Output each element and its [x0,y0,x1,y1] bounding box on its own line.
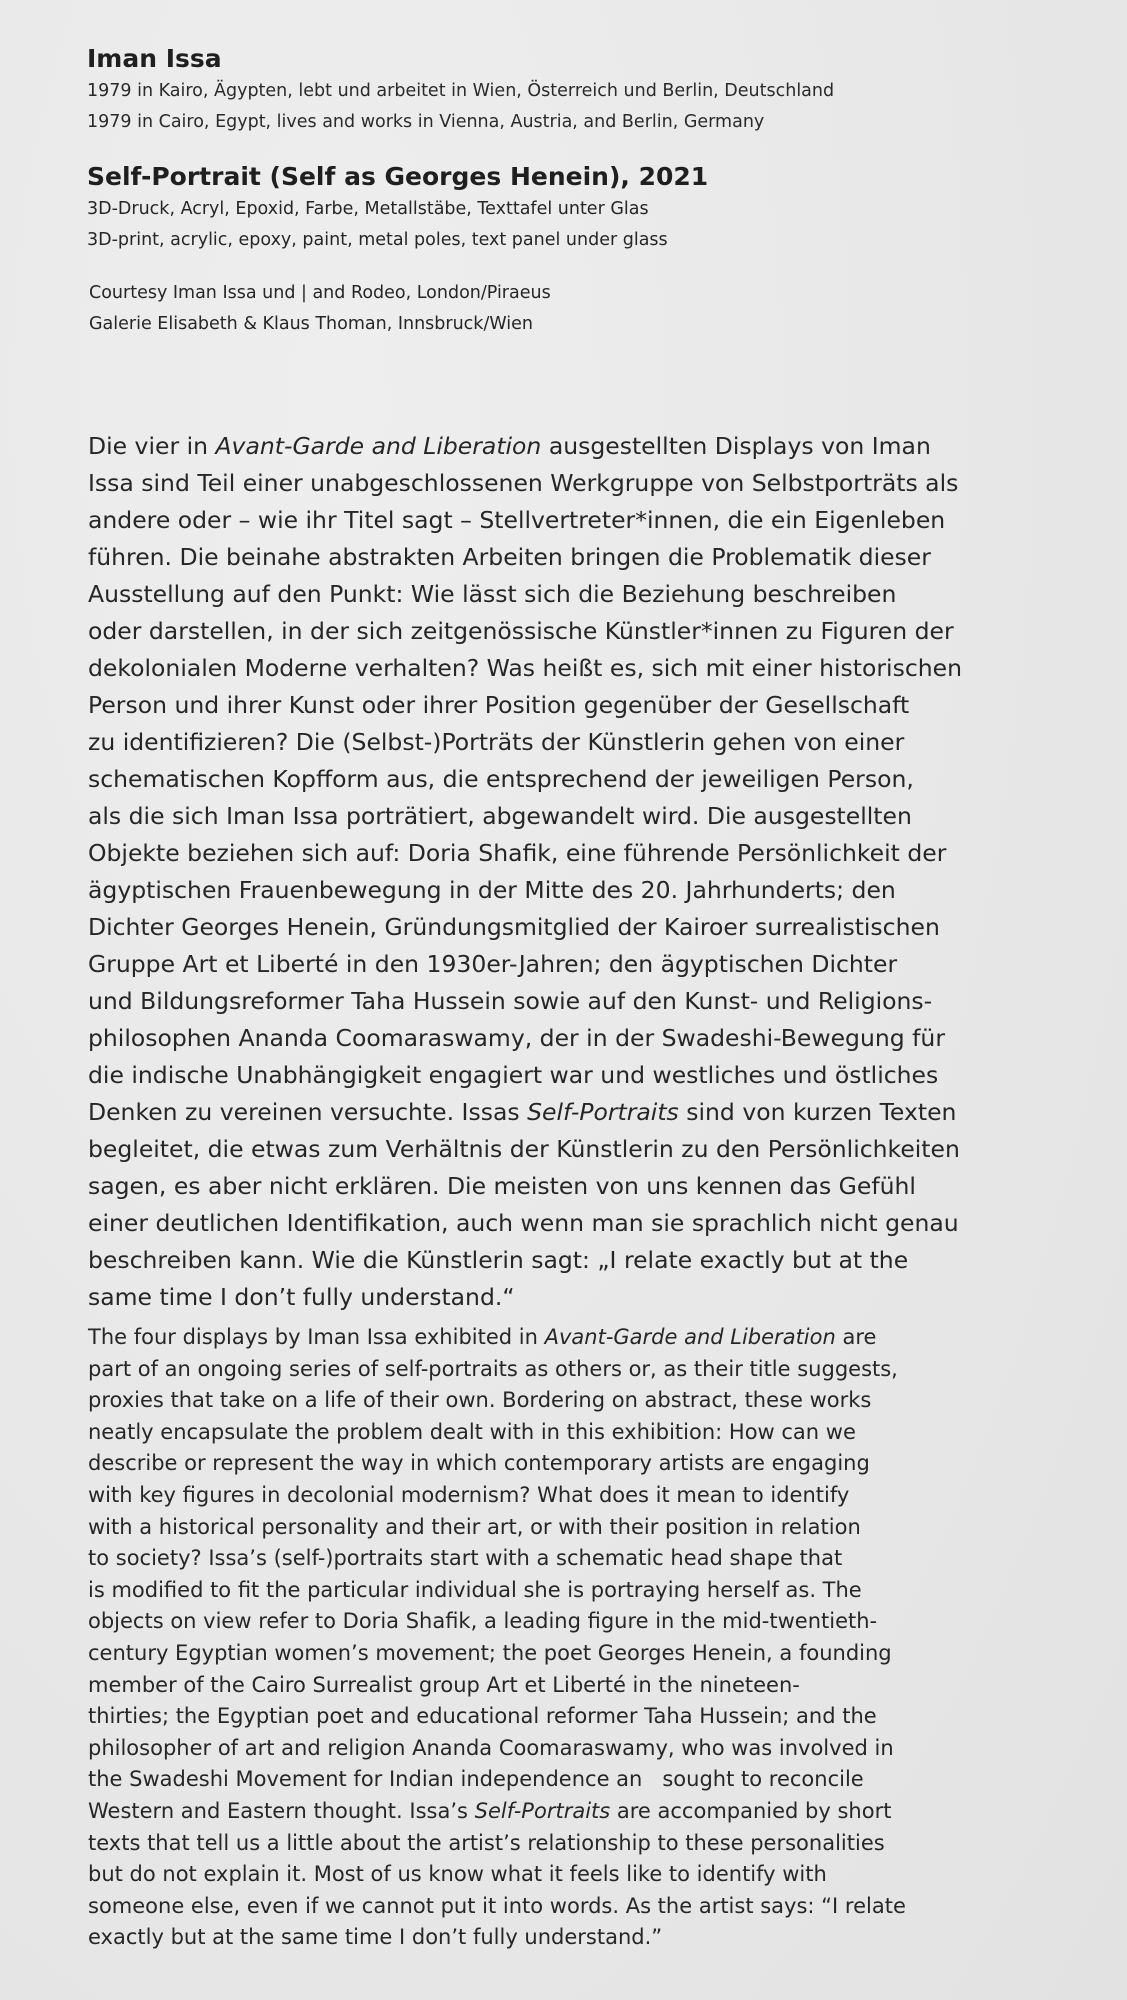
text-line [88,1796,1088,1828]
text-segment: Western and Eastern thought. Issa’s [88,1798,475,1823]
text-line: same time I don’t fully understand.“ [88,1283,515,1311]
text-line: dekolonialen Moderne verhalten? Was heißt es, sich mit einer historischen [88,654,962,682]
materials-de: 3D-Druck, Acryl, Epoxid, Farbe, Metallstäbe, Texttafel unter Glas [87,199,649,219]
text-line: beschreiben kann. Wie die Künstlerin sagt: „I relate exactly but at the [88,1246,909,1274]
text-segment: ausgestellten Displays von Iman [541,432,931,460]
text-line: objects on view refer to Doria Shafik, a leading figure in the mid-twentieth- [88,1609,878,1634]
credit-line: Courtesy Iman Issa und | and Rodeo, London/Piraeus [89,283,551,303]
text-line: führen. Die beinahe abstrakten Arbeiten bringen die Problematik dieser [88,543,931,571]
exhibition-title: Avant-Garde and Liberation [544,1325,836,1349]
text-line: with a historical personality and their art, or with their position in relation [88,1514,861,1539]
text-line: Gruppe Art et Liberté in den 1930er-Jahren; den ägyptischen Dichter [88,950,898,978]
text-line: to society? Issa’s (self-)portraits start with a schematic head shape that [88,1546,843,1571]
description-german [88,428,1088,1316]
description-english [88,1322,1088,1954]
text-line: Person und ihrer Kunst oder ihrer Position gegenüber der Gesellschaft [88,691,910,719]
label-header [87,42,1067,340]
text-segment: Denken zu vereinen versuchte. Issas [88,1098,528,1126]
text-line: einer deutlichen Identifikation, auch wenn man sie sprachlich nicht genau [88,1209,959,1237]
text-segment: The four displays by Iman Issa exhibited in [88,1325,545,1349]
text-line: is modified to fit the particular individual she is portraying herself as. The [88,1577,862,1602]
text-line: exactly but at the same time I don’t fully understand.” [88,1925,663,1950]
text-line [88,1322,1088,1354]
text-line: als die sich Iman Issa porträtiert, abgewandelt wird. Die ausgestellten [88,802,912,830]
text-line: describe or represent the way in which contemporary artists are engaging [88,1451,870,1476]
text-line [88,428,1088,465]
text-line: ägyptischen Frauenbewegung in der Mitte des 20. Jahrhunderts; den [88,876,896,904]
credit-line: Galerie Elisabeth & Klaus Thoman, Innsbruck/Wien [89,314,533,334]
text-line: schematischen Kopfform aus, die entsprechend der jeweiligen Person, [88,765,914,793]
text-segment: are accompanied by short [610,1798,892,1823]
text-line: und Bildungsreformer Taha Hussein sowie auf den Kunst- und Religions- [88,987,933,1015]
text-line: oder darstellen, in der sich zeitgenössische Künstler*innen zu Figuren der [88,617,954,645]
text-line: proxies that take on a life of their own. Bordering on abstract, these works [88,1388,872,1413]
text-line [88,1094,1088,1131]
materials-en: 3D-print, acrylic, epoxy, paint, metal poles, text panel under glass [87,230,668,250]
work-title: Self-Portrait (Self as Georges Henein), 2021 [87,162,709,191]
text-line: die indische Unabhängigkeit engagiert war und westliches und östliches [88,1061,939,1089]
text-line: century Egyptian women’s movement; the poet Georges Henein, a founding [88,1640,892,1665]
courtesy-credit [89,278,1067,340]
exhibition-title: Avant-Garde and Liberation [215,432,542,460]
text-line: Issa sind Teil einer unabgeschlossenen Werkgruppe von Selbstporträts als [88,469,959,497]
text-line: texts that tell us a little about the artist’s relationship to these personalities [88,1830,885,1855]
work-series-title: Self-Portraits [527,1098,679,1126]
artist-name: Iman Issa [87,44,222,73]
text-line: with key figures in decolonial modernism? What does it mean to identify [88,1482,850,1507]
text-line: begleitet, die etwas zum Verhältnis der Künstlerin zu den Persönlichkeiten [88,1135,960,1163]
text-line: but do not explain it. Most of us know what it feels like to identify with [88,1862,827,1887]
text-segment: Die vier in [88,432,216,460]
text-line: zu identifizieren? Die (Selbst-)Porträts der Künstlerin gehen von einer [88,728,905,756]
text-line: member of the Cairo Surrealist group Art et Liberté in the nineteen- [88,1672,800,1697]
text-line: Ausstellung auf den Punkt: Wie lässt sich die Beziehung beschreiben [88,580,897,608]
text-line: thirties; the Egyptian poet and educational reformer Taha Hussein; and the [88,1704,877,1729]
text-line: Dichter Georges Henein, Gründungsmitglied der Kairoer surrealistischen [88,913,940,941]
text-line: philosopher of art and religion Ananda Coomaraswamy, who was involved in [88,1735,894,1760]
text-line: the Swadeshi Movement for Indian independence an sought to reconcile [88,1767,864,1792]
text-segment: sind von kurzen Texten [678,1098,957,1126]
text-line: philosophen Ananda Coomaraswamy, der in der Swadeshi-Bewegung für [88,1024,945,1052]
text-line: part of an ongoing series of self-portraits as others or, as their title suggests, [88,1356,898,1381]
text-line: andere oder – wie ihr Titel sagt – Stellvertreter*innen, die ein Eigenleben [88,506,946,534]
artist-bio-en: 1979 in Cairo, Egypt, lives and works in Vienna, Austria, and Berlin, Germany [87,112,765,132]
text-line: neatly encapsulate the problem dealt with in this exhibition: How can we [88,1419,856,1444]
text-line: someone else, even if we cannot put it into words. As the artist says: “I relate [88,1893,906,1918]
text-line: sagen, es aber nicht erklären. Die meisten von uns kennen das Gefühl [88,1172,916,1200]
text-segment: are [835,1325,877,1349]
work-series-title: Self-Portraits [474,1798,611,1823]
artist-bio-de: 1979 in Kairo, Ägypten, lebt und arbeitet in Wien, Österreich und Berlin, Deutschland [87,81,835,101]
text-line: Objekte beziehen sich auf: Doria Shafik, eine führende Persönlichkeit der [88,839,947,867]
